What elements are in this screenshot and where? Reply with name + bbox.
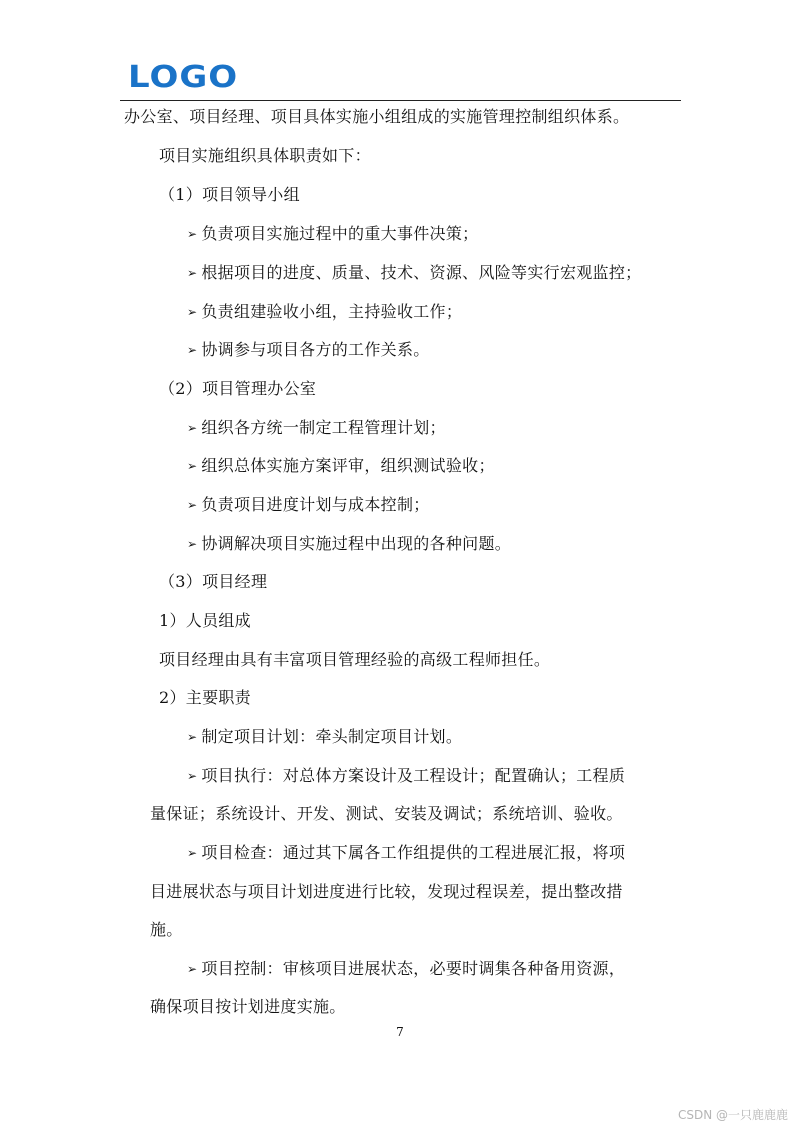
bullet-item: ➢ 协调参与项目各方的工作关系。: [187, 340, 430, 359]
paragraph-line: 办公室、项目经理、项目具体实施小组组成的实施管理控制组织体系。: [124, 107, 630, 126]
paragraph-line: 量保证；系统设计、开发、测试、安装及调试；系统培训、验收。: [150, 804, 623, 823]
arrow-bullet-icon: ➢: [187, 305, 198, 319]
bullet-item: ➢ 协调解决项目实施过程中出现的各种问题。: [187, 534, 512, 553]
bullet-item: ➢ 制定项目计划：牵头制定项目计划。: [187, 727, 463, 746]
header-divider: [120, 100, 681, 101]
arrow-bullet-icon: ➢: [187, 227, 198, 241]
arrow-bullet-icon: ➢: [187, 421, 198, 435]
section-heading: （3）项目经理: [159, 572, 268, 591]
bullet-item: ➢ 项目检查：通过其下属各工作组提供的工程进展汇报，将项: [187, 843, 626, 862]
bullet-item: ➢ 负责组建验收小组，主持验收工作；: [187, 302, 463, 321]
arrow-bullet-icon: ➢: [187, 498, 198, 512]
paragraph-line: 项目实施组织具体职责如下：: [159, 146, 371, 165]
arrow-bullet-icon: ➢: [187, 459, 198, 473]
arrow-bullet-icon: ➢: [187, 962, 198, 976]
watermark: CSDN @一只鹿鹿鹿: [677, 1108, 788, 1122]
paragraph-line: 目进展状态与项目计划进度进行比较，发现过程误差，提出整改措: [150, 882, 623, 901]
bullet-item: ➢ 根据项目的进度、质量、技术、资源、风险等实行宏观监控；: [187, 263, 642, 282]
section-heading: （2）项目管理办公室: [159, 379, 317, 398]
bullet-item: ➢ 负责项目进度计划与成本控制；: [187, 495, 430, 514]
section-heading: （1）项目领导小组: [159, 185, 300, 204]
arrow-bullet-icon: ➢: [187, 266, 198, 280]
bullet-item: ➢ 项目控制：审核项目进展状态，必要时调集各种备用资源，: [187, 959, 626, 978]
logo: LOGO: [128, 59, 239, 96]
subsection-heading: 1）人员组成: [159, 611, 251, 630]
page-number: 7: [396, 1025, 404, 1039]
bullet-item: ➢ 项目执行：对总体方案设计及工程设计；配置确认；工程质: [187, 766, 626, 785]
bullet-item: ➢ 组织总体实施方案评审，组织测试验收；: [187, 456, 495, 475]
paragraph-line: 确保项目按计划进度实施。: [150, 997, 346, 1016]
arrow-bullet-icon: ➢: [187, 846, 198, 860]
paragraph-line: 项目经理由具有丰富项目管理经验的高级工程师担任。: [159, 650, 551, 669]
arrow-bullet-icon: ➢: [187, 769, 198, 783]
bullet-item: ➢ 负责项目实施过程中的重大事件决策；: [187, 224, 479, 243]
paragraph-line: 施。: [150, 920, 183, 939]
arrow-bullet-icon: ➢: [187, 730, 198, 744]
bullet-item: ➢ 组织各方统一制定工程管理计划；: [187, 418, 446, 437]
arrow-bullet-icon: ➢: [187, 537, 198, 551]
arrow-bullet-icon: ➢: [187, 343, 198, 357]
subsection-heading: 2）主要职责: [159, 688, 251, 707]
